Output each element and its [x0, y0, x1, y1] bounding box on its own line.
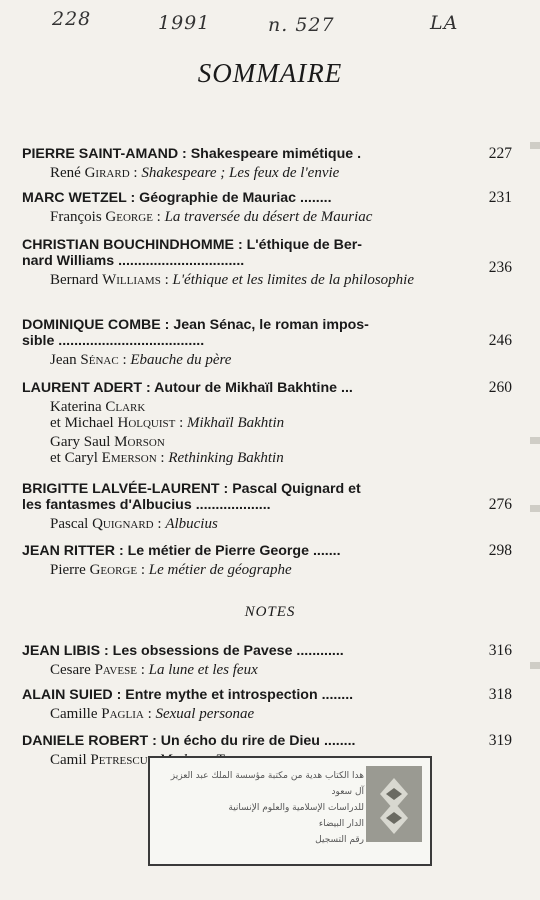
reviewed-first-name: Camil [50, 752, 87, 768]
entry-author: ALAIN SUIED [22, 687, 113, 703]
entry-page-number: 319 [488, 732, 512, 749]
reviewed-work-title: Le métier de géographe [148, 562, 292, 578]
handwritten-annotation-year: 1991 [158, 12, 211, 34]
entry-leader: ....... [312, 543, 341, 559]
reviewed-coauthor-prefix: et Michael [50, 415, 114, 431]
entry-author: PIERRE SAINT-AMAND [22, 146, 179, 162]
reviewed-work-title: Sexual personae [155, 706, 255, 722]
page-edge-mark [530, 662, 540, 669]
reviewed-last-name: Paglia [101, 706, 144, 722]
entry-title-line2: nard Williams [22, 253, 115, 269]
entry-author: MARC WETZEL [22, 190, 127, 206]
reviewed-last-name: Girard [84, 165, 130, 181]
entry-title: Entre mythe et introspection [125, 687, 318, 703]
entry-page-number: 316 [488, 642, 512, 659]
library-stamp [148, 756, 432, 866]
toc-entry-heading: BRIGITTE LALVÉE-LAURENT : Pascal Quignard et les fantasmes d'Albucius ................... 276 [22, 481, 512, 513]
reviewed-work-title: L'éthique et les limites de la philosophie [172, 272, 415, 288]
handwritten-annotation-code: LA [430, 12, 459, 34]
entry-leader: ........ [323, 733, 356, 749]
entry-leader: ................... [195, 497, 271, 513]
reviewed-coauthor-name: Emerson [101, 450, 157, 466]
entry-page-number: 246 [488, 332, 512, 349]
reviewed-last-name: Quignard [92, 516, 154, 532]
entry-author: JEAN LIBIS [22, 643, 101, 659]
page-edge-mark [530, 437, 540, 444]
reviewed-work: François George : La traversée du désert de Mauriac [50, 209, 373, 225]
entry-title: Géographie de Mauriac [139, 190, 297, 206]
toc-entry-heading: DOMINIQUE COMBE : Jean Sénac, le roman impos- sible ..................................... 246 [22, 317, 512, 349]
stamp-line: رقم التسجيل [315, 835, 364, 845]
page-edge-mark [530, 505, 540, 512]
entry-title-line1: Jean Sénac, le roman impos- [173, 317, 369, 333]
stamp-line: هدا الكتاب هدية من مكتبة مؤسسة الملك عبد العزيز آل سعود [170, 771, 364, 797]
entry-leader: ............ [296, 643, 344, 659]
entry-page-number: 298 [488, 542, 512, 559]
library-logo-icon [364, 764, 424, 844]
reviewed-first-name: Jean [50, 352, 77, 368]
entry-author: DOMINIQUE COMBE [22, 317, 161, 333]
reviewed-work-title: Rethinking Bakhtin [168, 450, 284, 466]
toc-entry [22, 146, 512, 181]
reviewed-work-title: Shakespeare ; Les feux de l'envie [141, 165, 340, 181]
toc-entry [22, 481, 512, 532]
toc-entry-heading: DANIELE ROBERT : Un écho du rire de Dieu ........ 319 [22, 732, 512, 749]
entry-title-line1: L'éthique de Ber- [246, 237, 362, 253]
reviewed-work: Gary Saul Morson et Caryl Emerson : Rethinking Bakhtin [50, 434, 284, 466]
entry-leader: ... [341, 380, 353, 396]
reviewed-work-title: La traversée du désert de Mauriac [164, 209, 373, 225]
reviewed-first-name: Katerina [50, 399, 102, 415]
reviewed-work-title: La lune et les feux [148, 662, 258, 678]
entry-title-line2: les fantasmes d'Albucius [22, 497, 192, 513]
toc-entry [22, 190, 512, 225]
reviewed-first-name: René [50, 165, 81, 181]
reviewed-first-name: Pascal [50, 516, 89, 532]
entry-title: Autour de Mikhaïl Bakhtine [154, 380, 338, 396]
toc-entry-heading: JEAN RITTER : Le métier de Pierre George ....... 298 [22, 542, 512, 559]
entry-page-number: 231 [488, 189, 512, 206]
entry-leader: ........ [321, 687, 354, 703]
page-edge-mark [530, 142, 540, 149]
entry-title-line1: Pascal Quignard et [232, 481, 361, 497]
reviewed-first-name: Pierre [50, 562, 86, 578]
toc-entry [22, 237, 512, 288]
toc-entry [22, 317, 512, 368]
entry-leader: ................................ [118, 253, 245, 269]
reviewed-last-name: Morson [114, 434, 165, 450]
reviewed-first-name: Cesare [50, 662, 91, 678]
reviewed-work: René Girard : Shakespeare ; Les feux de l'envie [50, 165, 340, 181]
toc-entry-heading: CHRISTIAN BOUCHINDHOMME : L'éthique de Ber- nard Williams ................................ [22, 237, 362, 269]
entry-leader: ........ [300, 190, 332, 206]
entry-page-number: 260 [488, 379, 512, 396]
reviewed-last-name: Williams [102, 272, 161, 288]
reviewed-last-name: Pavese [94, 662, 137, 678]
reviewed-work: Pierre George : Le métier de géographe [50, 562, 292, 578]
entry-author: LAURENT ADERT [22, 380, 143, 396]
reviewed-first-name: Gary Saul [50, 434, 111, 450]
reviewed-first-name: François [50, 209, 102, 225]
stamp-text [164, 768, 364, 848]
notes-entry [22, 687, 512, 722]
reviewed-work: Camille Paglia : Sexual personae [50, 706, 255, 722]
reviewed-last-name: Sénac [80, 352, 119, 368]
reviewed-coauthor-prefix: et Caryl [50, 450, 98, 466]
entry-page-number: 276 [488, 496, 512, 513]
reviewed-work: Katerina Clark et Michael Holquist : Mikhaïl Bakhtin [50, 399, 285, 431]
entry-title-line2: sible [22, 333, 55, 349]
reviewed-last-name: George [105, 209, 153, 225]
stamp-line: للدراسات الإسلامية والعلوم الإنسانية [228, 803, 364, 813]
reviewed-first-name: Bernard [50, 272, 99, 288]
entry-author: BRIGITTE LALVÉE-LAURENT [22, 481, 220, 497]
entry-title: Le métier de Pierre George [127, 543, 309, 559]
stamp-line: الدار البيضاء [318, 819, 364, 829]
toc-entry-heading: LAURENT ADERT : Autour de Mikhaïl Bakhtine ... 260 [22, 379, 512, 396]
entry-page-number: 227 [488, 145, 512, 162]
toc-entry [22, 543, 512, 578]
reviewed-work-title: Mikhaïl Bakhtin [187, 415, 285, 431]
reviewed-last-name: Petrescu [90, 752, 148, 768]
notes-section-heading: NOTES [244, 604, 296, 620]
reviewed-work: Cesare Pavese : La lune et les feux [50, 662, 258, 678]
handwritten-annotation-number: n. 527 [268, 14, 335, 36]
toc-entry-heading: MARC WETZEL : Géographie de Mauriac ........ 231 [22, 189, 512, 206]
entry-title: Shakespeare mimétique [190, 146, 354, 162]
entry-author: JEAN RITTER [22, 543, 116, 559]
toc-entry-heading: ALAIN SUIED : Entre mythe et introspection ........ 318 [22, 686, 512, 703]
entry-title: Un écho du rire de Dieu [160, 733, 320, 749]
reviewed-work: Bernard Williams : L'éthique et les limites de la philosophie 236 [50, 259, 512, 288]
reviewed-work-title: Ebauche du père [130, 352, 232, 368]
toc-entry-heading: PIERRE SAINT-AMAND : Shakespeare mimétique . 227 [22, 145, 512, 162]
entry-page-number: 318 [488, 686, 512, 703]
toc-entry-heading: JEAN LIBIS : Les obsessions de Pavese ............ 316 [22, 642, 512, 659]
page-title: SOMMAIRE [197, 58, 343, 88]
handwritten-annotation-left: 228 [52, 8, 92, 30]
toc-entry [22, 380, 512, 466]
reviewed-coauthor-name: Holquist [117, 415, 176, 431]
reviewed-last-name: George [89, 562, 138, 578]
reviewed-work: Jean Sénac : Ebauche du père [50, 352, 232, 368]
reviewed-work-title: Albucius [165, 516, 218, 532]
reviewed-first-name: Camille [50, 706, 98, 722]
entry-leader: . [357, 146, 362, 162]
entry-author: DANIELE ROBERT [22, 733, 149, 749]
notes-entry [22, 643, 512, 678]
entry-leader: ..................................... [58, 333, 205, 349]
entry-title: Les obsessions de Pavese [112, 643, 293, 659]
reviewed-work: Pascal Quignard : Albucius [50, 516, 218, 532]
reviewed-last-name: Clark [105, 399, 146, 415]
entry-page-number: 236 [488, 259, 512, 276]
entry-author: CHRISTIAN BOUCHINDHOMME [22, 237, 235, 253]
